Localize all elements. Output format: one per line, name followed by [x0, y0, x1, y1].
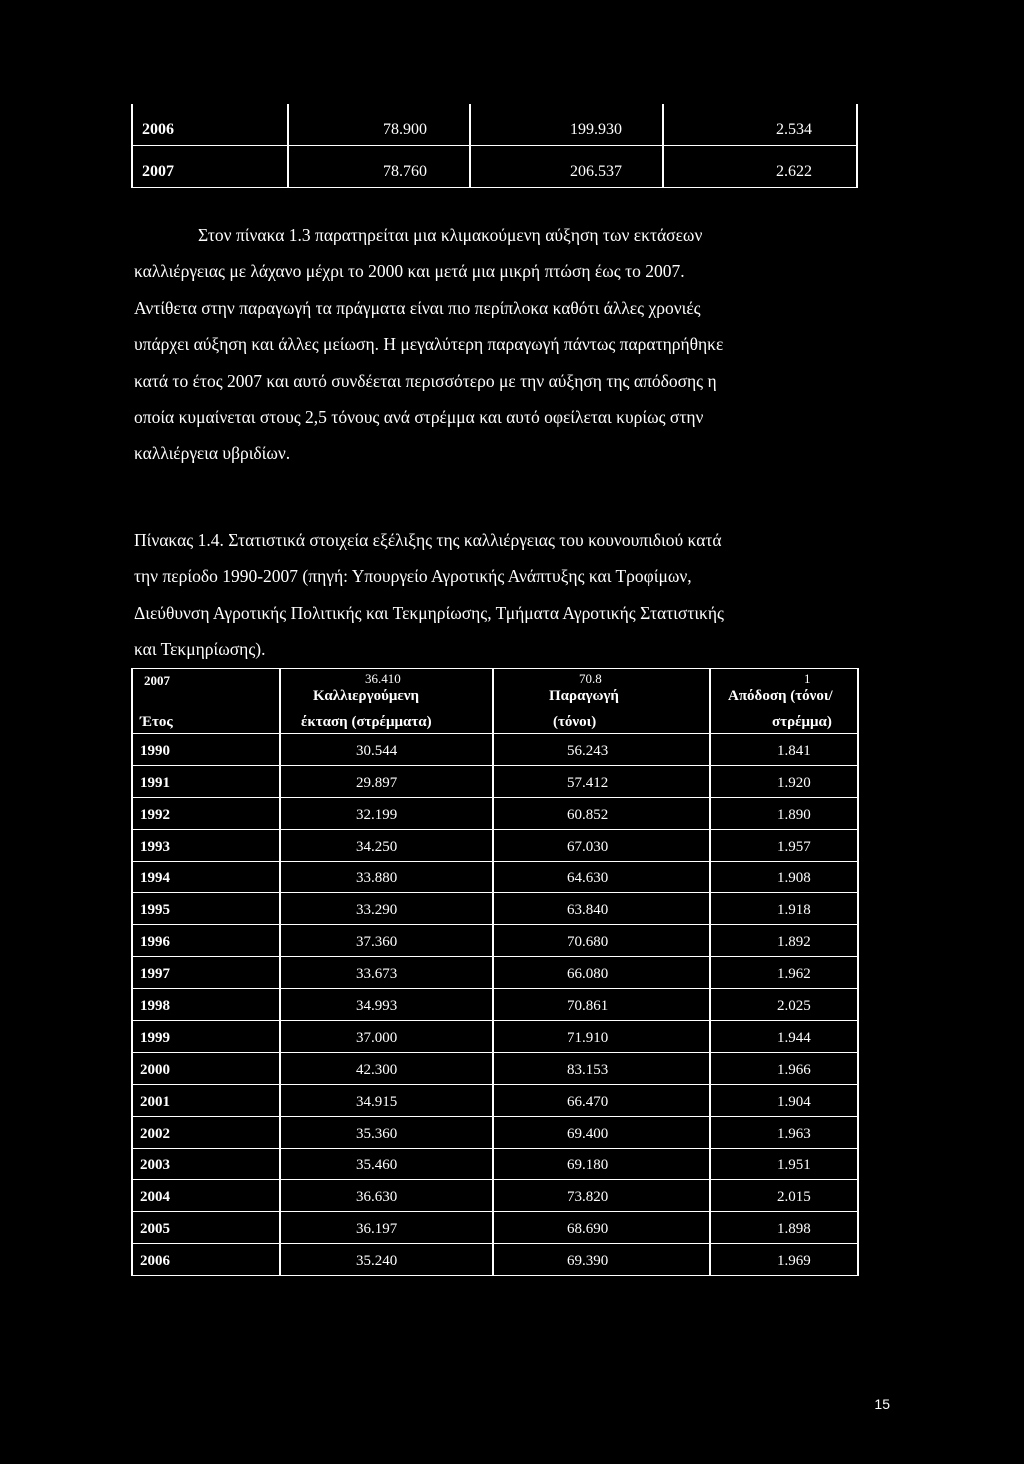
production-cell: 60.852: [567, 806, 609, 823]
year-cell: 1999: [140, 1029, 170, 1046]
area-cell: 78.760: [383, 163, 427, 180]
table-header-row: [131, 669, 859, 711]
production-cell: 64.630: [567, 870, 609, 887]
paragraph-line: Αντίθετα στην παραγωγή τα πράγματα είναι πιο περίπλοκα καθότι άλλες χρονιές: [134, 297, 701, 318]
header-production-unit: (τόνοι): [553, 714, 597, 730]
yield-cell: 2.015: [777, 1189, 811, 1206]
table-row: [131, 1021, 859, 1053]
paragraph-line: καλλιέργεια υβριδίων.: [134, 443, 291, 464]
production-cell: 69.400: [567, 1125, 609, 1142]
production-cell: 206.537: [570, 163, 622, 180]
yield-cell: 1.892: [777, 934, 811, 951]
year-cell: 2006: [142, 121, 174, 138]
caption-line: και Τεκμηρίωσης).: [134, 639, 266, 660]
paragraph-line: καλλιέργειας με λάχανο μέχρι το 2000 και μετά μια μικρή πτώση έως το 2007.: [134, 261, 685, 282]
yield-cell: 1.963: [777, 1125, 811, 1142]
year-cell: 1998: [140, 998, 170, 1015]
header-yield: Απόδοση (τόνοι/: [728, 688, 833, 704]
paragraph-line: κατά το έτος 2007 και αυτό συνδέεται περισσότερο με την αύξηση της απόδοσης η: [134, 370, 717, 391]
caption-line: Διεύθυνση Αγροτικής Πολιτικής και Τεκμηρίωσης, Τμήματα Αγροτικής Στατιστικής: [134, 602, 724, 623]
body-paragraph: [134, 217, 896, 472]
year-cell: 2005: [140, 1221, 170, 1238]
year-cell: 1991: [140, 774, 170, 791]
year-cell: 1993: [140, 838, 170, 855]
caption-line: την περίοδο 1990-2007 (πηγή: Υπουργείο Αγροτικής Ανάπτυξης και Τροφίμων,: [134, 566, 692, 587]
yield-cell: 1.957: [777, 838, 811, 855]
area-cell: 34.993: [356, 998, 398, 1015]
header-yield-unit: στρέμμα): [772, 714, 832, 730]
overlap-area: 36.410: [365, 671, 401, 686]
overlap-yield: 1: [804, 671, 811, 686]
area-cell: 33.880: [356, 870, 398, 887]
table-row: [131, 830, 859, 862]
production-cell: 66.470: [567, 1093, 609, 1110]
page-number: 15: [874, 1396, 890, 1412]
area-cell: 29.897: [356, 774, 398, 791]
area-cell: 32.199: [356, 806, 398, 823]
yield-cell: 1.944: [777, 1029, 811, 1046]
yield-cell: 1.898: [777, 1221, 811, 1238]
table-row: [131, 925, 859, 957]
yield-cell: 2.534: [776, 121, 812, 138]
area-cell: 35.460: [356, 1157, 398, 1174]
table-row: [131, 1085, 859, 1117]
area-cell: 35.240: [356, 1253, 398, 1270]
table-row: [131, 146, 858, 188]
header-area: Καλλιεργούμενη: [313, 688, 420, 704]
paragraph-line: οποία κυμαίνεται στους 2,5 τόνους ανά στρέμμα και αυτό οφείλεται κυρίως στην: [134, 407, 704, 428]
year-cell: 2001: [140, 1093, 170, 1110]
year-cell: 2000: [140, 1061, 170, 1078]
year-cell: 2004: [140, 1189, 170, 1206]
table-row: [131, 1244, 859, 1276]
table-row: [131, 734, 859, 766]
area-cell: 42.300: [356, 1061, 398, 1078]
table-row: [131, 989, 859, 1021]
year-cell: 1990: [140, 742, 170, 759]
paragraph-line: Στον πίνακα 1.3 παρατηρείται μια κλιμακούμενη αύξηση των εκτάσεων: [198, 225, 703, 245]
area-cell: 78.900: [383, 121, 427, 138]
production-cell: 73.820: [567, 1189, 609, 1206]
table-row: [131, 1212, 859, 1244]
table-row: [131, 1117, 859, 1149]
yield-cell: 1.841: [777, 742, 811, 759]
overlap-production: 70.8: [579, 671, 602, 686]
yield-cell: 1.951: [777, 1157, 811, 1174]
yield-cell: 1.966: [777, 1061, 811, 1078]
production-cell: 63.840: [567, 902, 609, 919]
table-row: [131, 1053, 859, 1085]
yield-cell: 1.962: [777, 966, 811, 983]
production-cell: 69.180: [567, 1157, 609, 1174]
area-cell: 33.290: [356, 902, 398, 919]
year-cell: 1997: [140, 966, 170, 983]
year-cell: 1992: [140, 806, 170, 823]
yield-cell: 1.969: [777, 1253, 811, 1270]
table-row: [131, 862, 859, 894]
production-cell: 199.930: [570, 121, 622, 138]
yield-cell: 2.025: [777, 998, 811, 1015]
table-row: [131, 893, 859, 925]
production-cell: 69.390: [567, 1253, 609, 1270]
area-cell: 37.000: [356, 1029, 398, 1046]
production-cell: 66.080: [567, 966, 609, 983]
paragraph-line: υπάρχει αύξηση και άλλες μείωση. Η μεγαλύτερη παραγωγή πάντως παρατηρήθηκε: [134, 334, 724, 355]
yield-cell: 2.622: [776, 163, 812, 180]
production-cell: 56.243: [567, 742, 609, 759]
year-cell: 2007: [142, 163, 174, 180]
area-cell: 33.673: [356, 966, 398, 983]
table-row: [131, 957, 859, 989]
area-cell: 35.360: [356, 1125, 398, 1142]
year-cell: 1995: [140, 902, 170, 919]
table-row: [131, 1149, 859, 1181]
table-header-row: [131, 711, 859, 734]
top-table: [131, 104, 858, 188]
table-row: [131, 798, 859, 830]
main-table: [131, 668, 859, 1276]
area-cell: 30.544: [356, 742, 398, 759]
year-cell: 1996: [140, 934, 170, 951]
yield-cell: 1.920: [777, 774, 811, 791]
production-cell: 70.861: [567, 998, 609, 1015]
production-cell: 68.690: [567, 1221, 609, 1238]
year-cell: 2006: [140, 1253, 170, 1270]
production-cell: 57.412: [567, 774, 609, 791]
table-row: [131, 766, 859, 798]
year-cell: 1994: [140, 870, 170, 887]
yield-cell: 1.918: [777, 902, 811, 919]
production-cell: 70.680: [567, 934, 609, 951]
production-cell: 83.153: [567, 1061, 609, 1078]
production-cell: 71.910: [567, 1029, 609, 1046]
area-cell: 34.915: [356, 1093, 398, 1110]
yield-cell: 1.908: [777, 870, 811, 887]
yield-cell: 1.904: [777, 1093, 811, 1110]
table-caption: [134, 522, 896, 668]
header-year: Έτος: [140, 714, 173, 730]
year-cell: 2002: [140, 1125, 170, 1142]
area-cell: 37.360: [356, 934, 398, 951]
header-area-unit: έκταση (στρέμματα): [301, 714, 432, 730]
overlap-year: 2007: [144, 673, 170, 688]
area-cell: 36.197: [356, 1221, 398, 1238]
table-row: [131, 1180, 859, 1212]
caption-line: Πίνακας 1.4. Στατιστικά στοιχεία εξέλιξης της καλλιέργειας του κουνουπιδιού κατά: [134, 530, 722, 550]
area-cell: 36.630: [356, 1189, 398, 1206]
header-production: Παραγωγή: [549, 688, 619, 704]
yield-cell: 1.890: [777, 806, 811, 823]
area-cell: 34.250: [356, 838, 398, 855]
table-row: [131, 104, 858, 146]
year-cell: 2003: [140, 1157, 170, 1174]
production-cell: 67.030: [567, 838, 609, 855]
